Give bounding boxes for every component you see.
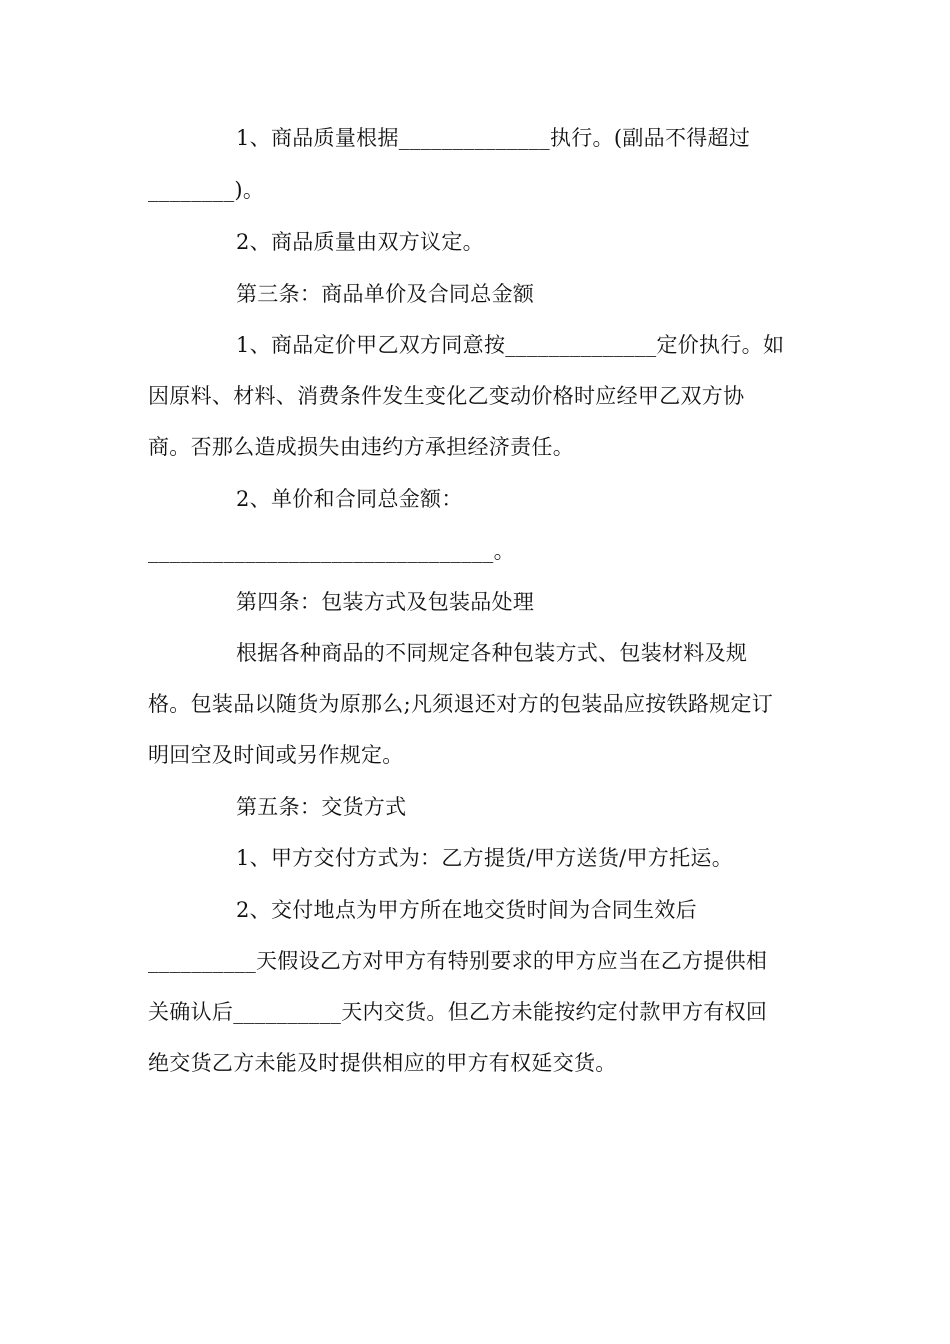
clause-4-body-line-3: 明回空及时间或另作规定。 [148,743,404,767]
clause-3-item-2-line-1: 2、单价和合同总金额： [236,487,463,511]
clause-4-heading: 第四条：包装方式及包装品处理 [236,590,535,614]
clause-4-body-line-2: 格。包装品以随货为原那么;凡须退还对方的包装品应按铁路规定订 [148,692,774,716]
clause-5-item-2-line-3: 关确认后__________天内交货。但乙方未能按约定付款甲方有权回 [148,1000,768,1024]
clause-4-body-line-1: 根据各种商品的不同规定各种包装方式、包装材料及规 [236,641,748,665]
clause-5-item-1: 1、甲方交付方式为：乙方提货/甲方送货/甲方托运。 [236,846,734,870]
clause-2-item-2: 2、商品质量由双方议定。 [236,230,484,254]
clause-5-item-2-line-4: 绝交货乙方未能及时提供相应的甲方有权延交货。 [148,1051,617,1075]
clause-2-item-1-line-2: ________)。 [148,178,265,202]
clause-5-heading: 第五条：交货方式 [236,795,407,819]
clause-3-item-1-line-3: 商。否那么造成损失由违约方承担经济责任。 [148,435,574,459]
clause-2-item-1-line-1: 1、商品质量根据______________执行。(副品不得超过 [236,126,751,150]
clause-5-item-2-line-1: 2、交付地点为甲方所在地交货时间为合同生效后 [236,898,697,922]
clause-3-item-1-line-1: 1、商品定价甲乙双方同意按______________定价执行。如 [236,333,785,357]
clause-3-heading: 第三条：商品单价及合同总金额 [236,282,535,306]
clause-3-item-1-line-2: 因原料、材料、消费条件发生变化乙变动价格时应经甲乙双方协 [148,384,745,408]
clause-5-item-2-line-2: __________天假设乙方对甲方有特别要求的甲方应当在乙方提供相 [148,949,768,973]
clause-3-item-2-line-2: ________________________________。 [148,539,515,563]
